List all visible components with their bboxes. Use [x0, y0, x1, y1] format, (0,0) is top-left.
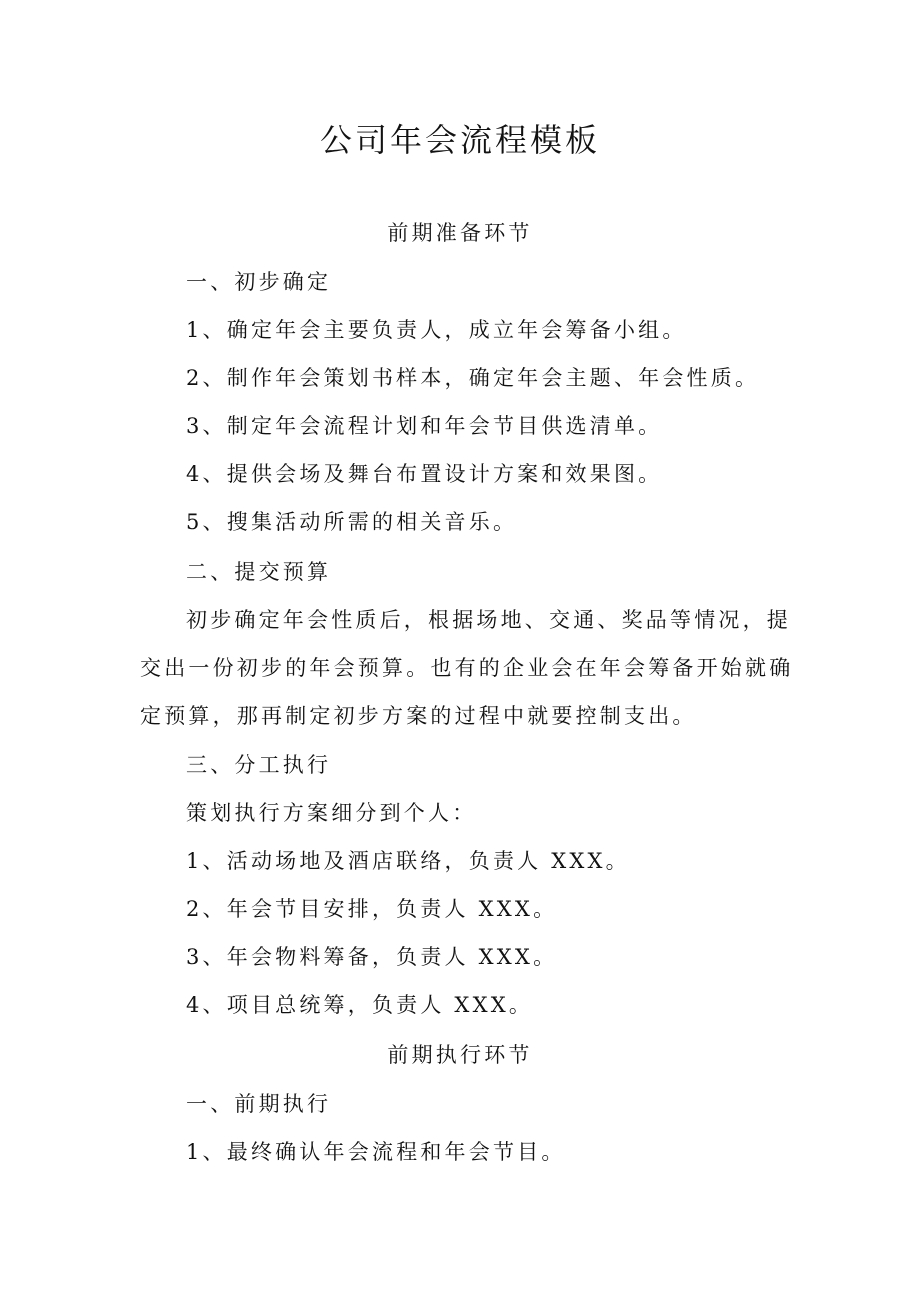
paragraph-line: 策划执行方案细分到个人： — [186, 801, 477, 825]
paragraph-line: 交出一份初步的年会预算。也有的企业会在年会筹备开始就确 — [140, 656, 794, 680]
subheading-initial-confirmation: 一、初步确定 — [186, 270, 332, 294]
paragraph-line: 定预算，那再制定初步方案的过程中就要控制支出。 — [140, 704, 697, 728]
section-heading-preparation: 前期准备环节 — [387, 221, 533, 245]
list-item: 3、年会物料筹备，负责人 XXX。 — [186, 945, 558, 969]
section-heading-execution: 前期执行环节 — [387, 1043, 533, 1067]
list-item: 1、活动场地及酒店联络，负责人 XXX。 — [186, 849, 630, 873]
subheading-early-execution: 一、前期执行 — [186, 1092, 332, 1116]
list-item: 2、制作年会策划书样本，确定年会主题、年会性质。 — [186, 366, 760, 390]
subheading-submit-budget: 二、提交预算 — [186, 560, 332, 584]
list-item: 4、提供会场及舞台布置设计方案和效果图。 — [186, 462, 663, 486]
subheading-division-of-work: 三、分工执行 — [186, 753, 332, 777]
paragraph-line: 初步确定年会性质后，根据场地、交通、奖品等情况，提 — [186, 608, 791, 632]
document-title: 公司年会流程模板 — [319, 121, 600, 159]
list-item: 1、确定年会主要负责人，成立年会筹备小组。 — [186, 318, 687, 342]
list-item: 4、项目总统筹，负责人 XXX。 — [186, 993, 534, 1017]
list-item: 1、最终确认年会流程和年会节目。 — [186, 1140, 566, 1164]
list-item: 3、制定年会流程计划和年会节目供选清单。 — [186, 414, 663, 438]
list-item: 2、年会节目安排，负责人 XXX。 — [186, 897, 558, 921]
list-item: 5、搜集活动所需的相关音乐。 — [186, 510, 518, 534]
